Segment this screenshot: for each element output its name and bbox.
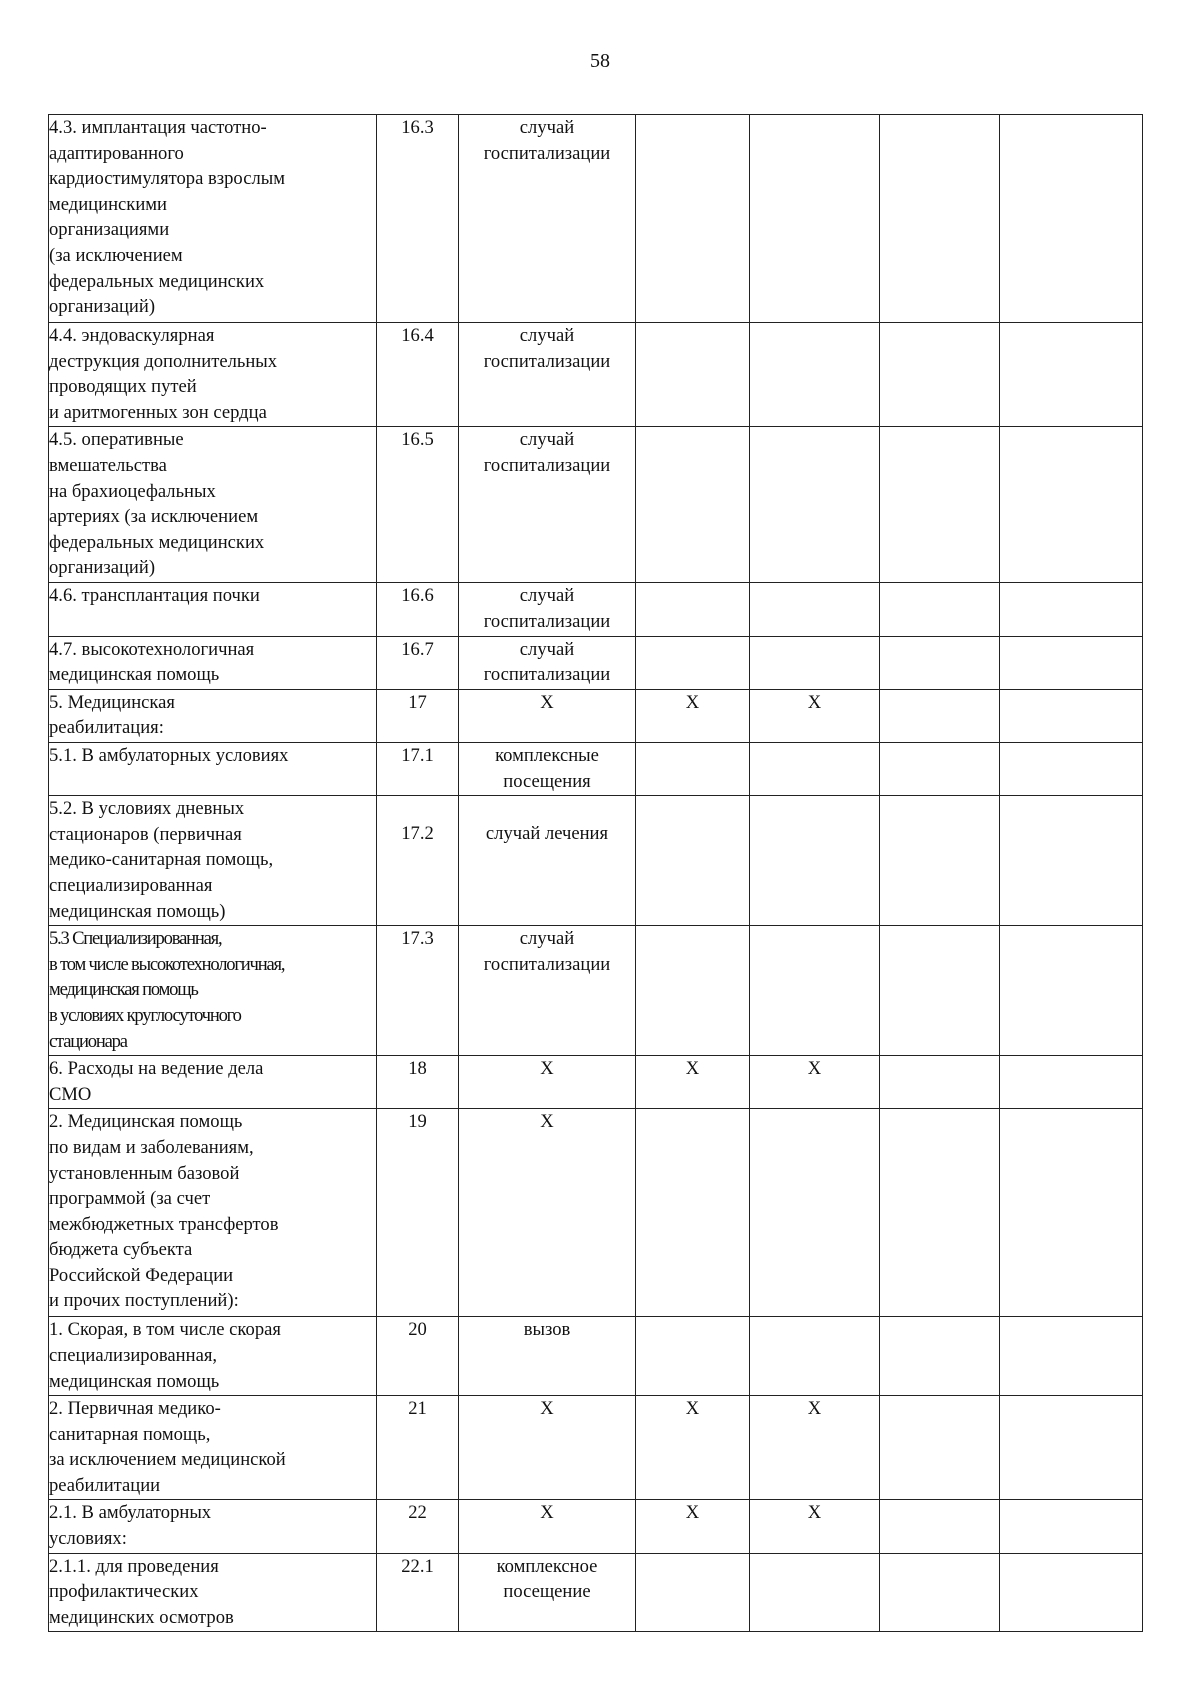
table-cell: Х (750, 1056, 880, 1109)
table-cell (636, 926, 750, 1056)
row-label: 2.1.1. для проведения профилактических медицинских осмотров (49, 1553, 377, 1632)
table-cell (1000, 742, 1143, 795)
table-cell (636, 1553, 750, 1632)
table-cell (1000, 926, 1143, 1056)
table-cell (880, 427, 1000, 583)
row-label: 2. Медицинская помощь по видам и заболеваниям, установленным базовой программой (за счет межбюджетных трансфертов бюджета субъекта Российской Федерации и прочих поступлений): (49, 1109, 377, 1317)
row-code: 17.3 (377, 926, 459, 1056)
table-cell (880, 742, 1000, 795)
table-cell (750, 583, 880, 636)
table-cell (1000, 1500, 1143, 1553)
table-row (49, 323, 1143, 427)
table-cell (880, 636, 1000, 689)
table-cell (750, 636, 880, 689)
table-cell (636, 796, 750, 926)
row-unit: Х (459, 1056, 636, 1109)
row-code: 22.1 (377, 1553, 459, 1632)
row-unit: Х (459, 1396, 636, 1500)
table-cell (880, 926, 1000, 1056)
table-cell (880, 1109, 1000, 1317)
table-cell: Х (636, 1056, 750, 1109)
data-table (48, 114, 1143, 1632)
row-unit: случай госпитализации (459, 636, 636, 689)
row-code: 21 (377, 1396, 459, 1500)
table-cell (880, 1317, 1000, 1396)
table-cell (750, 427, 880, 583)
row-unit: случай госпитализации (459, 115, 636, 323)
row-unit: случай госпитализации (459, 323, 636, 427)
table-cell (636, 583, 750, 636)
row-label: 4.5. оперативные вмешательства на брахиоцефальных артериях (за исключением федеральных медицинских организаций) (49, 427, 377, 583)
table-row (49, 1553, 1143, 1632)
table-cell (750, 742, 880, 795)
row-unit: Х (459, 1500, 636, 1553)
table-cell (1000, 1317, 1143, 1396)
table-cell: Х (750, 1500, 880, 1553)
table-cell (1000, 427, 1143, 583)
table-cell (880, 1396, 1000, 1500)
row-label: 1. Скорая, в том числе скорая специализированная, медицинская помощь (49, 1317, 377, 1396)
row-code: 20 (377, 1317, 459, 1396)
table-cell (1000, 1553, 1143, 1632)
row-unit: вызов (459, 1317, 636, 1396)
row-code: 17.1 (377, 742, 459, 795)
table-cell (1000, 115, 1143, 323)
row-code: 16.7 (377, 636, 459, 689)
page-number: 58 (590, 50, 610, 72)
table-cell (636, 323, 750, 427)
table-cell (750, 796, 880, 926)
table-cell (636, 1109, 750, 1317)
table-row (49, 1396, 1143, 1500)
table-cell (880, 115, 1000, 323)
row-label: 5.1. В амбулаторных условиях (49, 742, 377, 795)
row-unit: комплексное посещение (459, 1553, 636, 1632)
table-cell (1000, 636, 1143, 689)
row-code: 16.3 (377, 115, 459, 323)
row-label: 5.2. В условиях дневных стационаров (первичная медико-санитарная помощь, специализированная медицинская помощь) (49, 796, 377, 926)
table-cell (880, 583, 1000, 636)
table-cell (880, 1056, 1000, 1109)
row-unit: случай госпитализации (459, 583, 636, 636)
row-unit: комплексные посещения (459, 742, 636, 795)
table-cell (750, 926, 880, 1056)
row-code: 17.2 (377, 796, 459, 926)
row-unit: случай лечения (459, 796, 636, 926)
table-cell (750, 115, 880, 323)
table-cell (636, 427, 750, 583)
row-label: 4.3. имплантация частотно- адаптированного кардиостимулятора взрослым медицинскими организациями (за исключением федеральных медицинских организаций) (49, 115, 377, 323)
table-cell: Х (750, 689, 880, 742)
row-code: 19 (377, 1109, 459, 1317)
row-label: 2. Первичная медико- санитарная помощь, за исключением медицинской реабилитации (49, 1396, 377, 1500)
table-cell (636, 1317, 750, 1396)
table-row (49, 1056, 1143, 1109)
table-cell: Х (636, 1500, 750, 1553)
row-unit: Х (459, 689, 636, 742)
table-cell (1000, 583, 1143, 636)
table-cell (880, 796, 1000, 926)
row-unit: случай госпитализации (459, 926, 636, 1056)
table-row (49, 1317, 1143, 1396)
table-cell: Х (636, 689, 750, 742)
row-code: 16.6 (377, 583, 459, 636)
table-row (49, 1500, 1143, 1553)
table-cell (1000, 1056, 1143, 1109)
row-code: 16.5 (377, 427, 459, 583)
table-row (49, 583, 1143, 636)
table-cell (880, 1500, 1000, 1553)
row-label: 4.4. эндоваскулярная деструкция дополнительных проводящих путей и аритмогенных зон сердца (49, 323, 377, 427)
table-row (49, 689, 1143, 742)
table-row (49, 796, 1143, 926)
table-cell (1000, 796, 1143, 926)
table-cell (636, 742, 750, 795)
table-cell (1000, 689, 1143, 742)
table-cell (636, 636, 750, 689)
row-unit: случай госпитализации (459, 427, 636, 583)
row-label: 6. Расходы на ведение дела СМО (49, 1056, 377, 1109)
table-row (49, 926, 1143, 1056)
table-row (49, 742, 1143, 795)
table-cell (750, 1317, 880, 1396)
table-cell (750, 323, 880, 427)
row-code: 17 (377, 689, 459, 742)
row-label: 5. Медицинская реабилитация: (49, 689, 377, 742)
row-code: 22 (377, 1500, 459, 1553)
table-cell (750, 1109, 880, 1317)
table-cell (880, 323, 1000, 427)
table-cell (1000, 1396, 1143, 1500)
row-code: 16.4 (377, 323, 459, 427)
table-cell (750, 1553, 880, 1632)
row-label: 4.7. высокотехнологичная медицинская помощь (49, 636, 377, 689)
table-row (49, 1109, 1143, 1317)
row-label: 4.6. трансплантация почки (49, 583, 377, 636)
table-cell (636, 115, 750, 323)
row-label: 5.3 Специализированная, в том числе высокотехнологичная, медицинская помощь в условиях круглосуточного стационара (49, 926, 377, 1056)
row-code: 18 (377, 1056, 459, 1109)
table-cell (1000, 323, 1143, 427)
table-cell: Х (750, 1396, 880, 1500)
table-cell (880, 689, 1000, 742)
table-row (49, 115, 1143, 323)
table-cell (880, 1553, 1000, 1632)
table-cell (1000, 1109, 1143, 1317)
table-row (49, 636, 1143, 689)
table-cell: Х (636, 1396, 750, 1500)
table-row (49, 427, 1143, 583)
row-unit: Х (459, 1109, 636, 1317)
row-label: 2.1. В амбулаторных условиях: (49, 1500, 377, 1553)
